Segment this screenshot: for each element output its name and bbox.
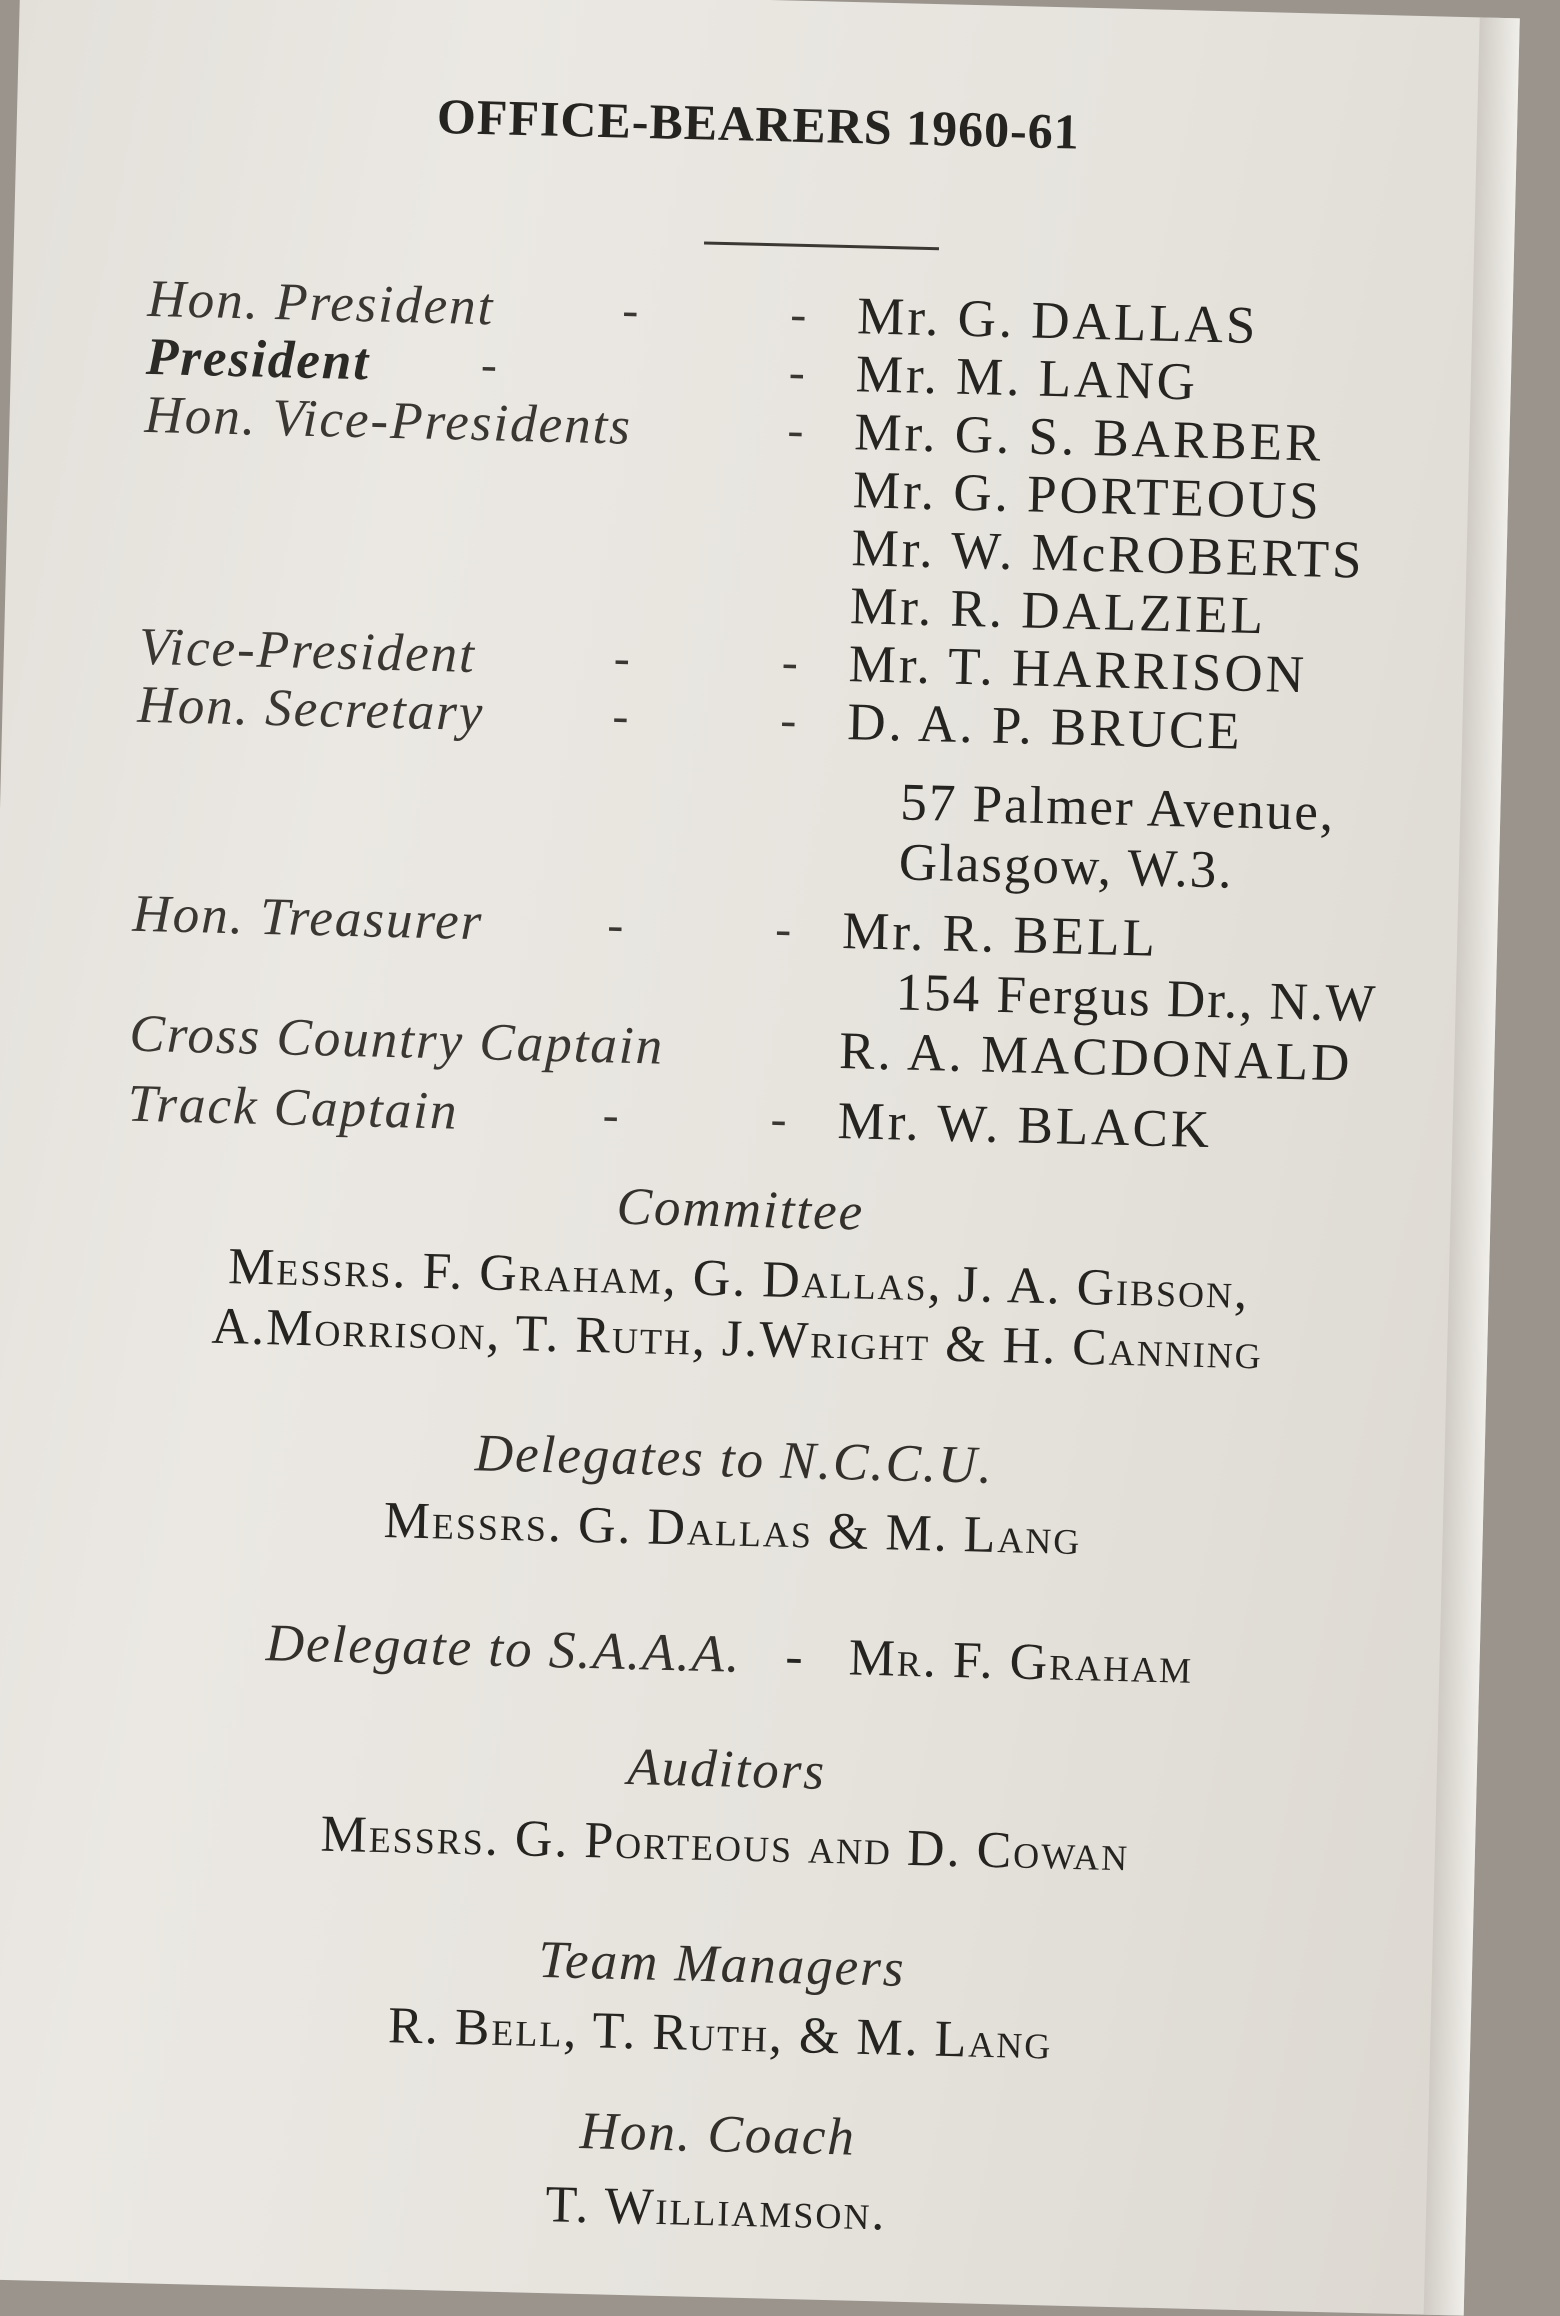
role-label: Hon. Vice-Presidents (143, 385, 633, 456)
dash: - (788, 345, 806, 399)
auditors-heading: Auditors (626, 1738, 827, 1801)
dash: - (784, 1627, 806, 1686)
dash: - (779, 693, 798, 747)
dash: - (611, 689, 630, 743)
role-label: Vice-President (138, 617, 477, 685)
dash: - (789, 287, 807, 341)
saaa-name: Mr. F. Graham (848, 1629, 1194, 1695)
dash: - (781, 635, 799, 689)
team-managers-names: R. Bell, T. Ruth, & M. Lang (387, 1997, 1054, 2071)
saaa-line (0, 1606, 1480, 1716)
office-holder: Mr. M. LANG (855, 345, 1199, 412)
nccu-names: Messrs. G. Dallas & M. Lang (383, 1492, 1083, 1567)
office-holder: Mr. T. HARRISON (848, 635, 1308, 705)
office-holder: D. A. P. BRUCE (846, 693, 1244, 761)
committee-names: Messrs. F. Graham, G. Dallas, J. A. Gibson, (227, 1238, 1250, 1321)
auditors-names: Messrs. G. Porteous and D. Cowan (319, 1805, 1130, 1883)
secretary-address: Glasgow, W.3. (898, 833, 1235, 900)
office-holder: Mr. G. DALLAS (856, 287, 1260, 356)
dash: - (613, 631, 631, 685)
nccu-heading: Delegates to N.C.C.U. (474, 1424, 995, 1495)
dash: - (621, 283, 640, 337)
office-holder: Mr. W. McROBERTS (850, 519, 1366, 590)
dash: - (480, 338, 498, 392)
committee-heading: Committee (615, 1177, 865, 1242)
office-holder: Mr. R. DALZIEL (849, 577, 1267, 646)
role-label: Hon. Secretary (136, 675, 486, 743)
role-label: President (145, 327, 371, 392)
dash: - (770, 1092, 788, 1146)
secretary-address: 57 Palmer Avenue, (899, 773, 1336, 843)
dash: - (602, 1088, 620, 1142)
coach-name: T. Williamson. (544, 2176, 888, 2242)
office-holder: Mr. W. BLACK (836, 1091, 1213, 1160)
saaa-label: Delegate to S.A.A.A. (265, 1614, 743, 1684)
office-holder: Mr. G. S. BARBER (853, 403, 1325, 473)
role-label: Hon. President (146, 269, 496, 337)
title-rule (704, 241, 939, 250)
dash: - (606, 898, 624, 952)
office-holder: Mr. R. BELL (841, 902, 1159, 968)
coach-heading: Hon. Coach (579, 2101, 857, 2167)
role-label: Cross Country Captain (128, 1004, 665, 1076)
dash: - (786, 403, 805, 457)
role-label: Hon. Treasurer (131, 884, 485, 952)
role-label: Track Captain (127, 1074, 460, 1141)
treasurer-address: 154 Fergus Dr., N.W (895, 963, 1378, 1034)
office-holder: R. A. MACDONALD (838, 1022, 1354, 1093)
page-title: OFFICE-BEARERS 1960-61 (436, 87, 1081, 160)
dash: - (774, 902, 792, 956)
team-managers-heading: Team Managers (537, 1930, 907, 1998)
committee-names: A.Morrison, T. Ruth, J.Wright & H. Canning (211, 1297, 1264, 1381)
office-holder: Mr. G. PORTEOUS (852, 461, 1323, 531)
